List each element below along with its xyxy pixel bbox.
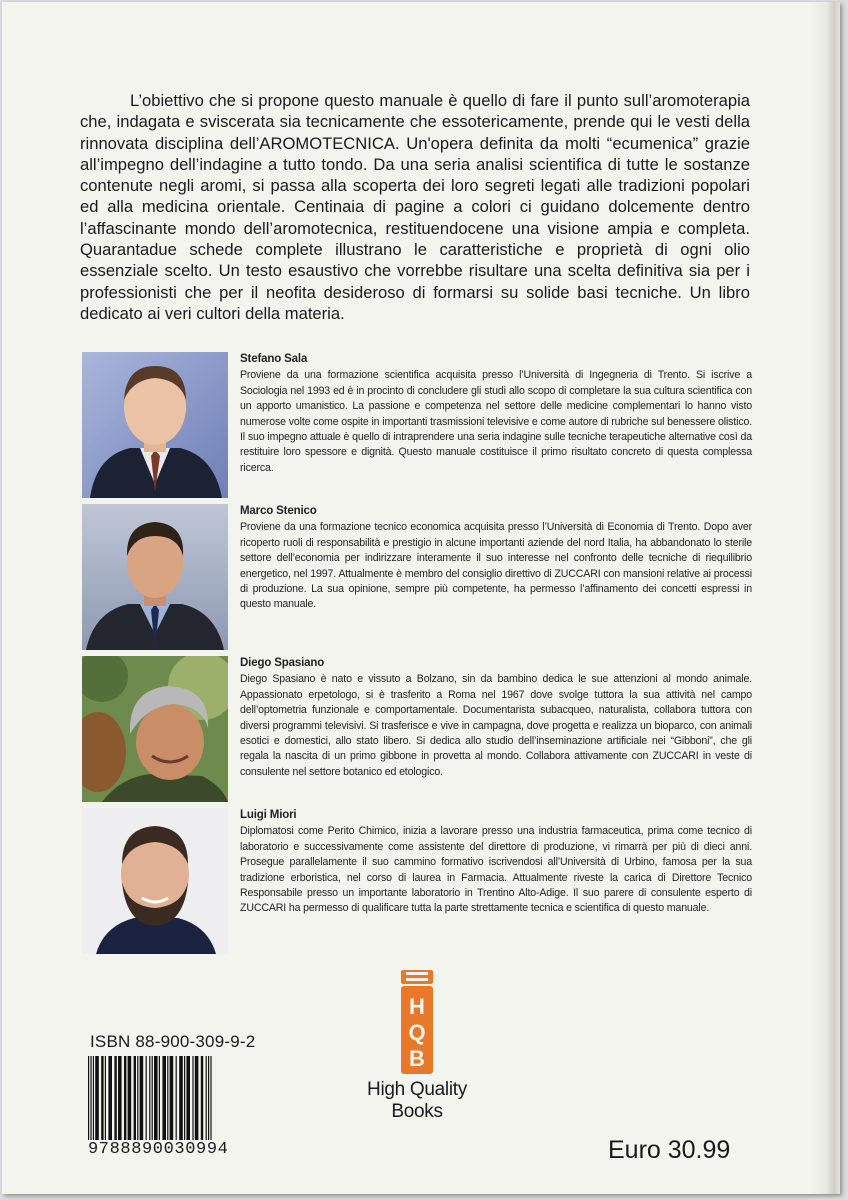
publisher-name: High Quality Books bbox=[367, 1079, 467, 1122]
author-name: Stefano Sala bbox=[240, 353, 308, 365]
barcode-bar bbox=[162, 1056, 166, 1140]
spine-edge bbox=[810, 2, 840, 1194]
svg-text:H: H bbox=[409, 994, 425, 1019]
barcode-bar bbox=[118, 1056, 122, 1140]
barcode-bar bbox=[108, 1056, 112, 1140]
barcode-bar bbox=[159, 1056, 160, 1140]
barcode-bar bbox=[208, 1056, 209, 1140]
author-photo-stefano-sala bbox=[82, 352, 228, 498]
barcode-bar bbox=[114, 1056, 116, 1140]
barcode-bar bbox=[128, 1056, 132, 1140]
hqb-logo-icon bbox=[398, 970, 436, 1074]
barcode-bar bbox=[170, 1056, 174, 1140]
author-name: Diego Spasiano bbox=[240, 657, 325, 669]
barcode-bar bbox=[124, 1056, 126, 1140]
isbn-label: ISBN 88-900-309-9-2 bbox=[90, 1032, 256, 1051]
author-bio bbox=[82, 656, 752, 802]
author-name: Marco Stenico bbox=[240, 505, 317, 517]
barcode-bar bbox=[210, 1056, 211, 1140]
author-bio bbox=[82, 504, 752, 650]
barcode-bar bbox=[95, 1056, 99, 1140]
barcode-number: 9788890030994 bbox=[88, 1140, 229, 1159]
barcode-bar bbox=[134, 1056, 136, 1140]
barcode-bar bbox=[149, 1056, 150, 1140]
barcode-bar bbox=[186, 1056, 190, 1140]
author-photo-diego-spasiano bbox=[82, 656, 228, 802]
book-back-cover bbox=[2, 2, 840, 1194]
barcode-bar bbox=[179, 1056, 183, 1140]
barcode-bar bbox=[93, 1056, 94, 1140]
author-photo-marco-stenico bbox=[82, 504, 228, 650]
barcode-bar bbox=[137, 1056, 138, 1140]
intro-paragraph: L’obiettivo che si propone questo manuale è quello di fare il punto sull’aromoterapia che, indagata e sviscerata sia tecnicamente che essotericamente, prende qui le vesti della rinnovata disciplina dell’AROMOTECNICA. Un'opera definita da molti “ecumenica” grazie all’impegno dell’indagine a tutto tondo. Da una seria analisi scientifica di tutte le sostanze contenute negli aromi, si passa alla scoperta dei loro segreti legati alle tradizioni popolari ed alla medicina orientale. Centinaia di pagine a colori ci guidano dolcemente dentro l’affascinante mondo dell’aromotecnica, restituendocene una visione ampia e completa. Quarantadue schede complete illustrano le caratteristiche e proprietà di ogni olio essenziale scelto. Un testo esaustivo che vorrebbe risultare una scelta definitiva sia per i professionisti che per il neofita desideroso di formarsi su solide basi tecniche. Un libro dedicato ai veri cultori della materia. bbox=[80, 91, 750, 323]
barcode-bar bbox=[195, 1056, 199, 1140]
barcode-bar bbox=[176, 1056, 177, 1140]
barcode-bar bbox=[105, 1056, 106, 1140]
barcode-bar bbox=[101, 1056, 103, 1140]
barcode-bar bbox=[90, 1056, 91, 1140]
barcode-bar bbox=[201, 1056, 203, 1140]
barcode-bar bbox=[140, 1056, 144, 1140]
svg-text:Q: Q bbox=[408, 1020, 426, 1045]
author-name: Luigi Miori bbox=[240, 809, 297, 821]
barcode-bar bbox=[167, 1056, 168, 1140]
svg-text:B: B bbox=[409, 1046, 425, 1071]
author-bio-text: Diplomatosi come Perito Chimico, inizia a lavorare presso una industria farmaceutica, prima come tecnico di laboratorio e successivamente come assistente del direttore di produzione, vi rimarrà per più di dieci anni. Prosegue parallelamente il suo cammino formativo iscrivendosi all’Università di Urbino, famosa per la sua tradizione erboristica, nel corso di laurea in Farmacia. Attualmente riveste la carica di Direttore Tecnico Responsabile presso un importante laboratorio in Trentino Alto-Adige. Il suo parere di consulente esperto di ZUCCARI ha permesso di qualificare tutta la parte strettamente tecnica e scientifica di questo manuale. bbox=[240, 825, 752, 915]
author-photo-luigi-miori bbox=[82, 808, 228, 954]
barcode-bar bbox=[152, 1056, 153, 1140]
author-bio-text: Proviene da una formazione tecnico economica acquisita presso l’Università di Economia di Trento. Dopo aver ricoperto ruoli di responsabilità e prestigio in alcune importanti aziende del nord Italia, ha abbandonato lo sterile settore dell’economia per indirizzare interamente il suo interesse nel confronto delle tecniche di riequilibrio energetico, nel 1997. Attualmente è membro del consiglio direttivo di ZUCCARI con mansioni relative ai processi di produzione. La sua opinione, sempre più competente, ha permesso l’affinamento dei concetti espressi in questo manuale. bbox=[240, 521, 752, 611]
author-bio bbox=[82, 352, 752, 498]
barcode-bar bbox=[184, 1056, 185, 1140]
barcode bbox=[86, 1056, 276, 1140]
author-bio-text: Proviene da una formazione scientifica acquisita presso l’Università di Ingegneria di Trento. Si iscrive a Sociologia nel 1993 ed è in procinto di concludere gli studi allo scopo di completare la sua cultura scientifica con un apporto umanistico. La passione e competenza nel settore delle medicine complementari lo hanno visto numerose volte come ospite in importanti trasmissioni televisive e come autore di rubriche sul benessere olistico. Il suo impegno attuale è quello di intraprendere una seria indagine sulle tecniche terapeutiche alternative così da restituire loro spessore e dignità. Questo manuale costituisce il primo risultato concreto di questa complessa ricerca. bbox=[240, 369, 752, 474]
barcode-bar bbox=[192, 1056, 193, 1140]
barcode-bar bbox=[154, 1056, 158, 1140]
author-bio bbox=[82, 808, 752, 954]
barcode-bar bbox=[146, 1056, 147, 1140]
barcode-bar bbox=[206, 1056, 207, 1140]
author-bio-text: Diego Spasiano è nato e vissuto a Bolzano, sin da bambino dedica le sue attenzioni al mondo animale. Appassionato erpetologo, si è trasferito a Roma nel 1967 dove svolge tuttora la sua attività nel campo dell’optometria funzionale e comportamentale. Documentarista subacqueo, naturalista, collabora tuttora con diversi programmi televisivi. Si trasferisce e vive in campagna, dove progetta e realizza un bioparco, con animali esotici e domestici, allo stato libero. Si dedica allo studio dell’inseminazione artificiale nei “Gibboni”, che gli regala la nascita di un primo gibbone in provetta al mondo. Collabora attivamente con ZUCCARI in veste di consulente nel settore botanico ed etologico. bbox=[240, 673, 752, 778]
price-label: Euro 30.99 bbox=[608, 1136, 731, 1164]
barcode-bar bbox=[88, 1056, 89, 1140]
